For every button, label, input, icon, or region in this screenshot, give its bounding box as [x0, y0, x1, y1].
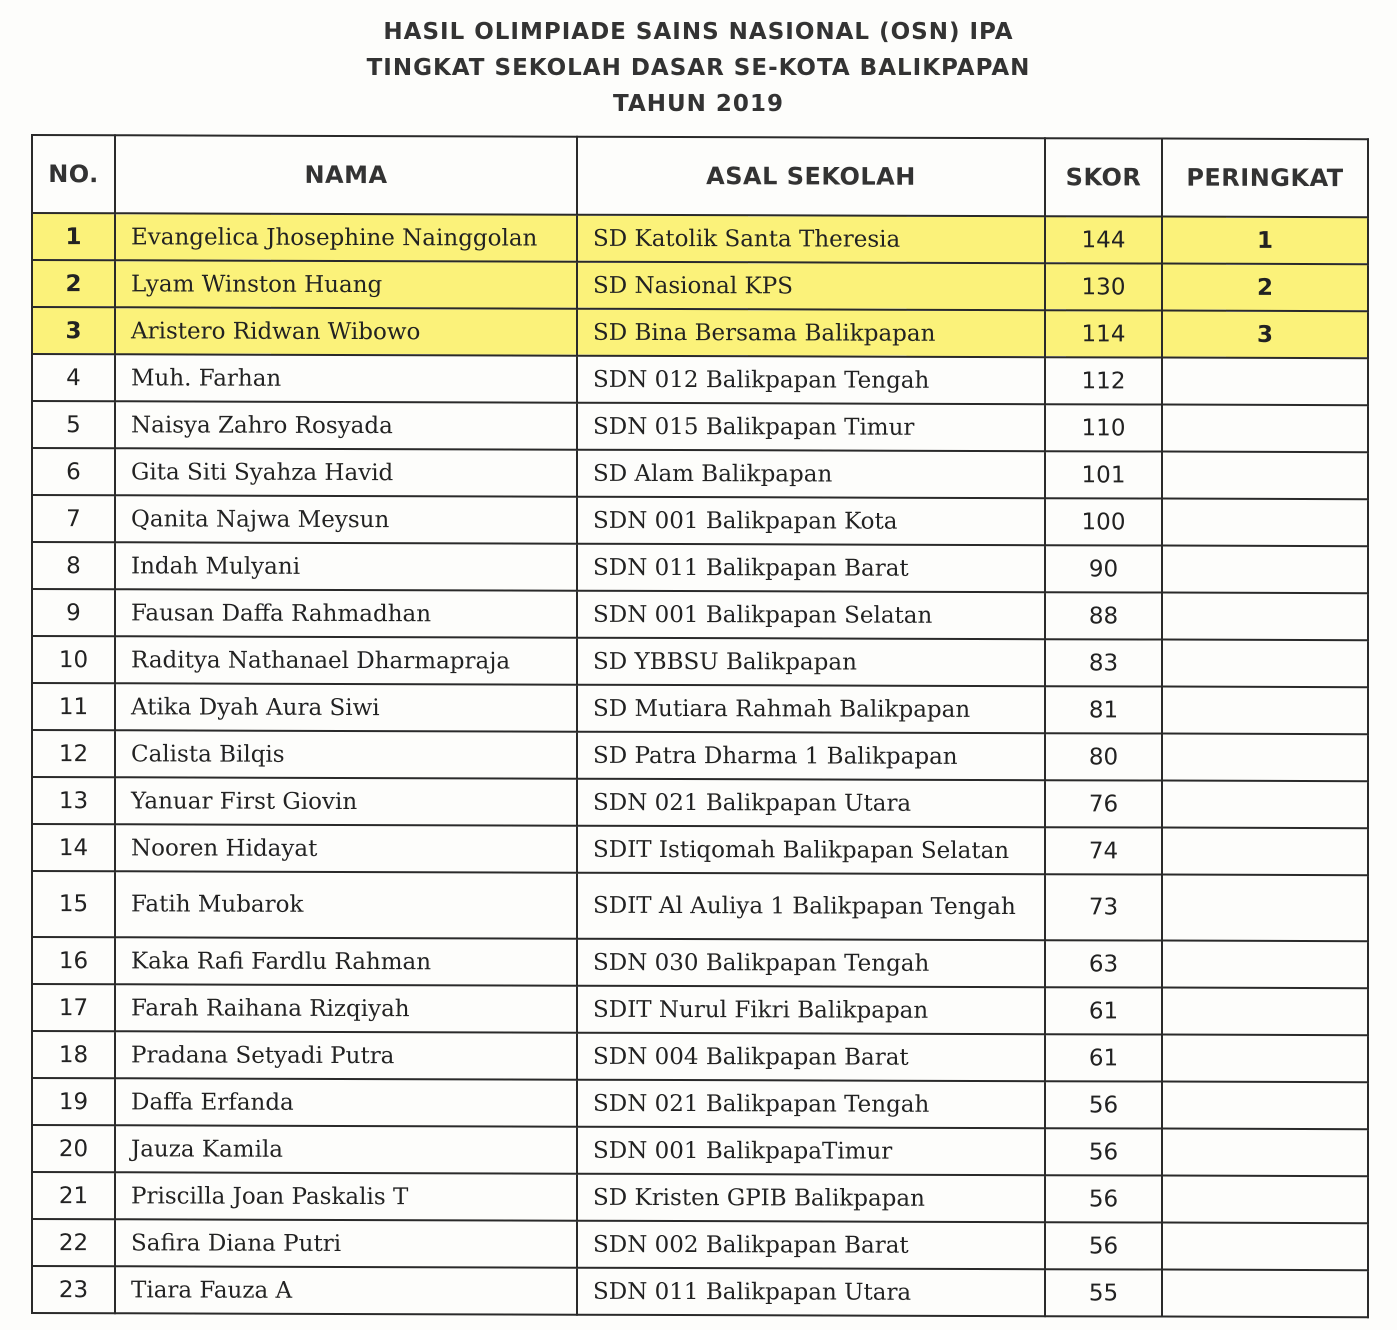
student-name: Evangelica Jhosephine Nainggolan — [115, 213, 577, 261]
row-number: 20 — [32, 1125, 115, 1172]
table-row — [32, 589, 1368, 640]
score-value: 56 — [1045, 1175, 1162, 1222]
results-table — [31, 134, 1369, 1318]
rank-value — [1162, 941, 1368, 989]
score-value: 90 — [1045, 545, 1162, 592]
score-value: 88 — [1045, 592, 1162, 639]
rank-value — [1162, 1129, 1368, 1177]
row-number: 23 — [32, 1266, 115, 1313]
table-row — [32, 871, 1368, 941]
table-row — [32, 1219, 1368, 1270]
student-name: Daffa Erfanda — [115, 1078, 577, 1126]
rank-value — [1162, 781, 1368, 829]
score-value: 74 — [1045, 827, 1162, 874]
row-number: 5 — [32, 401, 115, 448]
rank-value — [1162, 875, 1368, 942]
student-name: Raditya Nathanael Dharmapraja — [115, 636, 577, 684]
row-number: 22 — [32, 1219, 115, 1266]
school-name: SDN 021 Balikpapan Tengah — [577, 1080, 1045, 1128]
header-score: SKOR — [1045, 138, 1162, 216]
student-name: Fausan Daffa Rahmadhan — [115, 589, 577, 637]
school-name: SDN 002 Balikpapan Barat — [577, 1221, 1045, 1269]
row-number: 3 — [32, 307, 115, 354]
rank-value — [1162, 1176, 1368, 1224]
rank-value — [1162, 828, 1368, 876]
row-number: 12 — [32, 730, 115, 777]
table-row — [32, 824, 1368, 875]
school-name: SD Mutiara Rahmah Balikpapan — [577, 685, 1045, 733]
school-name: SDN 015 Balikpapan Timur — [577, 403, 1045, 451]
table-row — [32, 1125, 1368, 1176]
school-name: SD Nasional KPS — [577, 262, 1045, 310]
school-name: SD Patra Dharma 1 Balikpapan — [577, 732, 1045, 780]
title-line-3: TAHUN 2019 — [613, 91, 784, 117]
rank-value — [1162, 640, 1368, 688]
row-number: 2 — [32, 260, 115, 307]
table-row — [32, 777, 1368, 828]
score-value: 56 — [1045, 1128, 1162, 1175]
student-name: Pradana Setyadi Putra — [115, 1031, 577, 1079]
table-row — [32, 495, 1368, 546]
school-name: SD Katolik Santa Theresia — [577, 215, 1045, 263]
rank-value: 2 — [1162, 264, 1368, 312]
score-value: 63 — [1045, 940, 1162, 987]
student-name: Priscilla Joan Paskalis T — [115, 1172, 577, 1220]
score-value: 110 — [1045, 404, 1162, 451]
row-number: 15 — [32, 871, 115, 937]
table-row — [32, 213, 1368, 264]
rank-value — [1162, 452, 1368, 500]
row-number: 14 — [32, 824, 115, 871]
school-name: SDN 021 Balikpapan Utara — [577, 779, 1045, 827]
table-row — [32, 1266, 1368, 1317]
header-row — [32, 135, 1368, 217]
score-value: 55 — [1045, 1269, 1162, 1316]
row-number: 19 — [32, 1078, 115, 1125]
row-number: 13 — [32, 777, 115, 824]
row-number: 17 — [32, 984, 115, 1031]
student-name: Naisya Zahro Rosyada — [115, 401, 577, 449]
table-row — [32, 260, 1368, 311]
row-number: 18 — [32, 1031, 115, 1078]
table-row — [32, 542, 1368, 593]
header-no: NO. — [32, 135, 115, 213]
rank-value — [1162, 687, 1368, 735]
table-row — [32, 1031, 1368, 1082]
school-name: SDN 001 BalikpapaTimur — [577, 1127, 1045, 1175]
school-name: SDN 011 Balikpapan Utara — [577, 1268, 1045, 1316]
school-name: SDN 030 Balikpapan Tengah — [577, 939, 1045, 987]
student-name: Yanuar First Giovin — [115, 777, 577, 825]
rank-value — [1162, 499, 1368, 547]
rank-value: 1 — [1162, 217, 1368, 265]
student-name: Indah Mulyani — [115, 542, 577, 590]
student-name: Nooren Hidayat — [115, 824, 577, 872]
score-value: 144 — [1045, 216, 1162, 263]
student-name: Kaka Rafi Fardlu Rahman — [115, 937, 577, 985]
row-number: 16 — [32, 937, 115, 984]
rank-value — [1162, 358, 1368, 406]
table-body — [32, 213, 1368, 1317]
student-name: Calista Bilqis — [115, 730, 577, 778]
school-name: SDN 001 Balikpapan Kota — [577, 497, 1045, 545]
table-row — [32, 354, 1368, 405]
student-name: Tiara Fauza A — [115, 1266, 577, 1314]
row-number: 9 — [32, 589, 115, 636]
row-number: 8 — [32, 542, 115, 589]
school-name: SD Bina Bersama Balikpapan — [577, 309, 1045, 357]
school-name: SD Kristen GPIB Balikpapan — [577, 1174, 1045, 1222]
score-value: 100 — [1045, 498, 1162, 545]
student-name: Safira Diana Putri — [115, 1219, 577, 1267]
rank-value — [1162, 1223, 1368, 1271]
rank-value — [1162, 1082, 1368, 1130]
student-name: Lyam Winston Huang — [115, 260, 577, 308]
row-number: 10 — [32, 636, 115, 683]
rank-value — [1162, 1270, 1368, 1318]
table-row — [32, 1078, 1368, 1129]
row-number: 7 — [32, 495, 115, 542]
student-name: Gita Siti Syahza Havid — [115, 448, 577, 496]
school-name: SDIT Nurul Fikri Balikpapan — [577, 986, 1045, 1034]
school-name: SD Alam Balikpapan — [577, 450, 1045, 498]
school-name: SD YBBSU Balikpapan — [577, 638, 1045, 686]
row-number: 11 — [32, 683, 115, 730]
rank-value — [1162, 546, 1368, 594]
score-value: 61 — [1045, 987, 1162, 1034]
table-row — [32, 636, 1368, 687]
table-row — [32, 984, 1368, 1035]
header-name: NAMA — [115, 135, 577, 214]
student-name: Farah Raihana Rizqiyah — [115, 984, 577, 1032]
row-number: 4 — [32, 354, 115, 401]
score-value: 73 — [1045, 874, 1162, 940]
title-line-2: TINGKAT SEKOLAH DASAR SE-KOTA BALIKPAPAN — [366, 55, 1031, 81]
student-name: Fatih Mubarok — [115, 871, 577, 938]
score-value: 81 — [1045, 686, 1162, 733]
header-rank: PERINGKAT — [1162, 139, 1368, 218]
document-title — [0, 14, 1397, 122]
row-number: 1 — [32, 213, 115, 260]
score-value: 56 — [1045, 1222, 1162, 1269]
rank-value — [1162, 593, 1368, 641]
school-name: SDN 011 Balikpapan Barat — [577, 544, 1045, 592]
score-value: 61 — [1045, 1034, 1162, 1081]
title-line-1: HASIL OLIMPIADE SAINS NASIONAL (OSN) IPA — [383, 19, 1014, 45]
school-name: SDN 001 Balikpapan Selatan — [577, 591, 1045, 639]
table-row — [32, 937, 1368, 988]
row-number: 6 — [32, 448, 115, 495]
table-row — [32, 730, 1368, 781]
school-name: SDN 004 Balikpapan Barat — [577, 1033, 1045, 1081]
rank-value — [1162, 405, 1368, 453]
score-value: 130 — [1045, 263, 1162, 310]
school-name: SDIT Istiqomah Balikpapan Selatan — [577, 826, 1045, 874]
score-value: 56 — [1045, 1081, 1162, 1128]
score-value: 112 — [1045, 357, 1162, 404]
score-value: 101 — [1045, 451, 1162, 498]
score-value: 83 — [1045, 639, 1162, 686]
score-value: 114 — [1045, 310, 1162, 357]
rank-value — [1162, 988, 1368, 1036]
student-name: Qanita Najwa Meysun — [115, 495, 577, 543]
school-name: SDIT Al Auliya 1 Balikpapan Tengah — [577, 873, 1045, 940]
table-row — [32, 307, 1368, 358]
student-name: Atika Dyah Aura Siwi — [115, 683, 577, 731]
student-name: Muh. Farhan — [115, 354, 577, 402]
rank-value — [1162, 734, 1368, 782]
header-school: ASAL SEKOLAH — [577, 137, 1045, 216]
score-value: 76 — [1045, 780, 1162, 827]
table-row — [32, 1172, 1368, 1223]
school-name: SDN 012 Balikpapan Tengah — [577, 356, 1045, 404]
rank-value — [1162, 1035, 1368, 1083]
table-row — [32, 683, 1368, 734]
table-row — [32, 448, 1368, 499]
rank-value: 3 — [1162, 311, 1368, 359]
student-name: Jauza Kamila — [115, 1125, 577, 1173]
row-number: 21 — [32, 1172, 115, 1219]
table-row — [32, 401, 1368, 452]
student-name: Aristero Ridwan Wibowo — [115, 307, 577, 355]
score-value: 80 — [1045, 733, 1162, 780]
